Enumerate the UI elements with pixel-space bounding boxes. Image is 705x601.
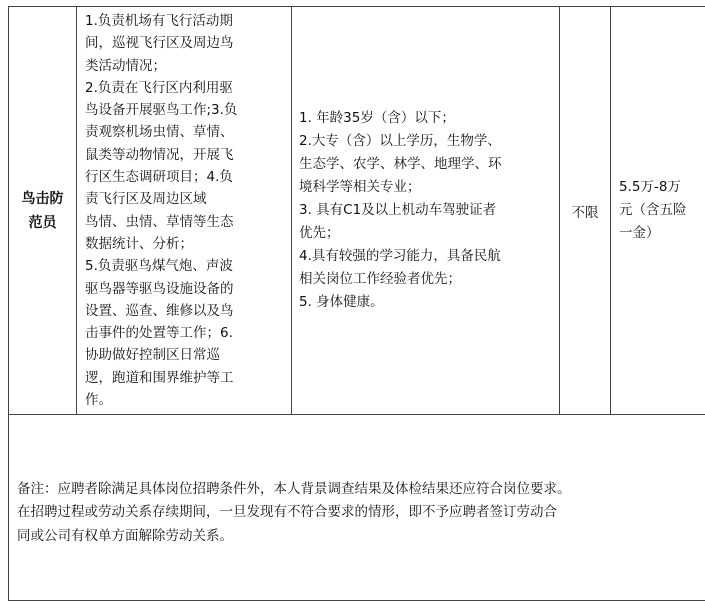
education-cell: [560, 7, 611, 415]
requirement-line: 2.大专（含）以上学历，生物学、: [299, 130, 553, 153]
position-title-line: 范员: [9, 211, 76, 235]
duty-line: 作。: [85, 389, 285, 411]
note-line: 备注：应聘者除满足具体岗位招聘条件外，本人背景调查结果及体检结果还应符合岗位要求。: [17, 478, 703, 502]
salary-line: 元（含五险: [619, 199, 705, 222]
duty-line: 5.负责驱鸟煤气炮、声波: [85, 255, 285, 277]
duty-line: 鸟情、虫情、草情等生态: [85, 211, 285, 233]
note-line: 同或公司有权单方面解除劳动关系。: [17, 525, 703, 549]
requirement-line: 4.具有较强的学习能力，具备民航: [299, 245, 553, 268]
duty-line: 类活动情况；: [85, 55, 285, 77]
requirement-line: 5. 身体健康。: [299, 291, 553, 314]
duty-line: 数据统计、分析；: [85, 233, 285, 255]
duty-line: 驱鸟器等驱鸟设施设备的: [85, 278, 285, 300]
duty-line: 间，巡视飞行区及周边鸟: [85, 32, 285, 54]
duty-line: 协助做好控制区日常巡: [85, 344, 285, 366]
duty-line: 1.负责机场有飞行活动期: [85, 10, 285, 32]
duty-line: 行区生态调研项目；4.负: [85, 166, 285, 188]
duty-line: 鸟设备开展驱鸟工作;3.负: [85, 99, 285, 121]
note-row: [9, 415, 705, 601]
note-cell: [9, 415, 705, 601]
education-value: 不限: [572, 205, 599, 221]
salary-line: 5.5万-8万: [619, 176, 705, 199]
job-table-container: [8, 6, 694, 590]
position-title-cell: [9, 7, 77, 415]
table-row: [9, 7, 705, 415]
duties-cell: [77, 7, 292, 415]
requirement-line: 1. 年龄35岁（含）以下；: [299, 107, 553, 130]
duty-line: 责观察机场虫情、草情、: [85, 121, 285, 143]
duty-line: 击事件的处置等工作；6.: [85, 322, 285, 344]
requirement-line: 境科学等相关专业；: [299, 176, 553, 199]
duty-line: 设置、巡查、维修以及鸟: [85, 300, 285, 322]
duty-line: 2.负责在飞行区内利用驱: [85, 77, 285, 99]
salary-line: 一金）: [619, 222, 705, 245]
requirement-line: 相关岗位工作经验者优先；: [299, 268, 553, 291]
note-line: 在招聘过程或劳动关系存续期间，一旦发现有不符合要求的情形，即不予应聘者签订劳动合: [17, 501, 703, 525]
salary-cell: [611, 7, 705, 415]
job-table: [8, 6, 705, 601]
requirement-line: 生态学、农学、林学、地理学、环: [299, 153, 553, 176]
requirement-line: 3. 具有C1及以上机动车驾驶证者: [299, 199, 553, 222]
duty-line: 鼠类等动物情况，开展飞: [85, 144, 285, 166]
duty-line: 责飞行区及周边区域: [85, 188, 285, 210]
requirements-cell: [292, 7, 560, 415]
requirement-line: 优先；: [299, 222, 553, 245]
duty-line: 逻，跑道和围界维护等工: [85, 367, 285, 389]
position-title-line: 鸟击防: [9, 187, 76, 211]
